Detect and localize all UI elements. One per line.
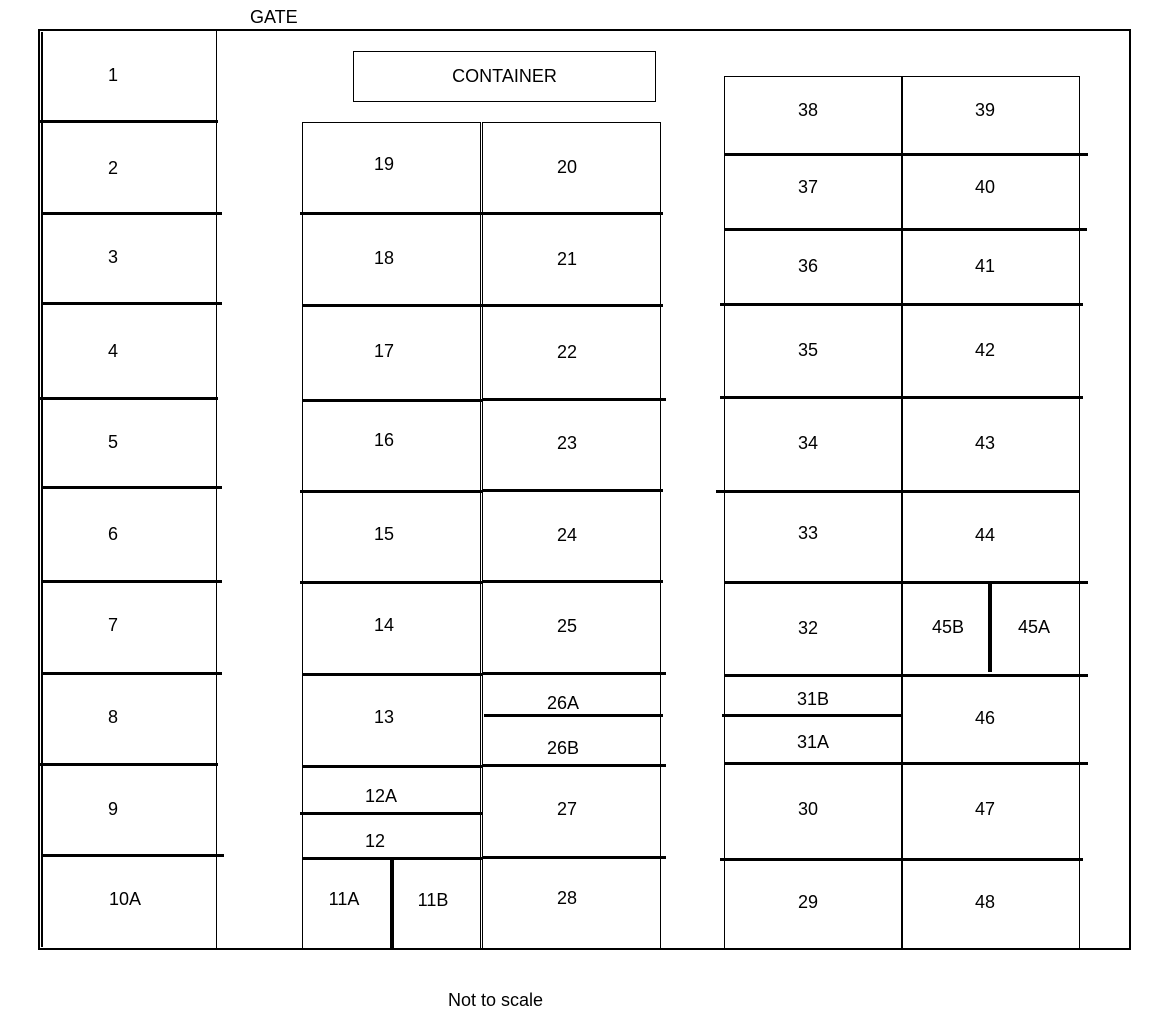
plot-label: 24 (556, 524, 578, 545)
plot-label: 47 (974, 798, 996, 819)
plot-32 (726, 583, 890, 673)
plot-27 (484, 764, 650, 854)
plot-41 (903, 230, 1067, 302)
plot-10A (42, 855, 208, 943)
plot-40 (903, 150, 1067, 225)
plot-31B (726, 682, 900, 716)
plot-23 (484, 398, 650, 488)
plot-label: 13 (373, 706, 395, 727)
plot-8 (42, 672, 184, 762)
plot-label: 29 (797, 891, 819, 912)
plot-label: 32 (797, 617, 819, 638)
plot-33 (726, 488, 890, 578)
plot-15 (302, 488, 466, 580)
plot-label: 30 (797, 798, 819, 819)
plot-label: 23 (556, 432, 578, 453)
plot-label: 12 (364, 830, 386, 851)
plot-label: 20 (556, 156, 578, 177)
plot-label: 31A (796, 731, 830, 752)
plot-43 (903, 398, 1067, 488)
plot-21 (484, 214, 650, 304)
plot-label: 5 (107, 431, 118, 452)
plot-label: 45B (931, 616, 965, 637)
plot-label: 48 (974, 891, 996, 912)
plot-38 (726, 66, 890, 154)
plot-label: 11A (328, 888, 360, 909)
plot-30 (726, 764, 890, 854)
plot-25 (484, 580, 650, 672)
plot-3 (42, 212, 184, 302)
plot-47 (903, 764, 1067, 854)
plot-2 (42, 123, 184, 213)
plot-29 (726, 858, 890, 946)
plot-label: 21 (556, 248, 578, 269)
plot-label: 25 (556, 615, 578, 636)
plot-label: 14 (373, 615, 395, 635)
plot-label: 40 (974, 177, 996, 197)
plot-11B (395, 860, 471, 940)
gate-label: GATE (250, 7, 298, 27)
plot-35 (726, 305, 890, 396)
plot-34 (726, 398, 890, 488)
plot-label: 7 (107, 614, 118, 635)
plot-13 (302, 672, 466, 762)
plot-16 (302, 395, 466, 485)
plot-26B (484, 731, 642, 765)
plot-26A (484, 686, 642, 720)
plot-label: 8 (107, 706, 118, 727)
plot-label: 26A (546, 692, 580, 713)
container-label: CONTAINER (452, 66, 557, 86)
plot-48 (903, 858, 1067, 946)
plot-label: 3 (107, 246, 118, 267)
plot-18 (302, 213, 466, 303)
divider-vertical (390, 858, 394, 949)
plot-label: 6 (107, 523, 118, 544)
plot-label: 35 (797, 340, 819, 360)
plot-46 (903, 674, 1067, 762)
plot-label: 15 (373, 523, 395, 544)
plot-19 (302, 120, 466, 208)
plot-12 (302, 824, 448, 858)
plot-label: 33 (797, 522, 819, 543)
plot-label: 37 (797, 177, 819, 197)
plot-label: 22 (556, 341, 578, 362)
plot-label: 31B (796, 688, 830, 709)
divider (482, 672, 666, 675)
plot-44 (903, 490, 1067, 580)
plot-label: 1 (107, 64, 118, 85)
plot-label: 10A (108, 888, 142, 909)
plot-20 (484, 122, 650, 212)
plot-label: 11B (417, 889, 449, 910)
plot-39 (903, 66, 1067, 154)
plot-12A (302, 779, 460, 813)
plot-4 (42, 305, 184, 397)
plot-14 (302, 580, 466, 671)
plot-36 (726, 230, 890, 302)
plot-label: 36 (797, 255, 819, 276)
plot-45B (903, 583, 993, 671)
plot-label: 18 (373, 247, 395, 268)
not-to-scale-note: Not to scale (448, 990, 544, 1010)
plot-label: 27 (556, 798, 578, 819)
plot-11A (302, 860, 386, 938)
plot-31A (726, 725, 900, 759)
plot-label: 2 (107, 157, 118, 178)
plot-37 (726, 150, 890, 225)
plot-label: 39 (974, 99, 996, 120)
plot-label: 34 (797, 432, 819, 453)
plot-label: 9 (107, 798, 118, 819)
plot-label: 26B (546, 737, 580, 758)
plot-label: 44 (974, 524, 996, 545)
plot-label: 46 (974, 707, 996, 728)
container (353, 51, 656, 102)
plot-22 (484, 306, 650, 398)
plot-7 (42, 580, 184, 670)
plot-label: 19 (373, 153, 395, 174)
plot-label: 43 (974, 432, 996, 453)
plot-17 (302, 305, 466, 397)
plot-6 (42, 488, 184, 580)
plot-45A (994, 583, 1074, 671)
plot-label: 38 (797, 99, 819, 120)
plot-1 (42, 30, 184, 120)
plot-label: 42 (974, 340, 996, 360)
plot-label: 41 (974, 255, 996, 276)
plot-label: 16 (373, 429, 395, 450)
plot-42 (903, 305, 1067, 396)
plot-label: 28 (556, 887, 578, 908)
plot-label: 17 (373, 340, 395, 361)
plot-9 (42, 764, 184, 854)
plot-label: 12A (364, 785, 398, 806)
plot-5 (42, 398, 184, 486)
plot-label: 4 (107, 340, 118, 361)
plot-24 (484, 490, 650, 580)
divider (302, 765, 482, 768)
plot-label: 45A (1017, 616, 1051, 637)
plot-28 (484, 854, 650, 942)
